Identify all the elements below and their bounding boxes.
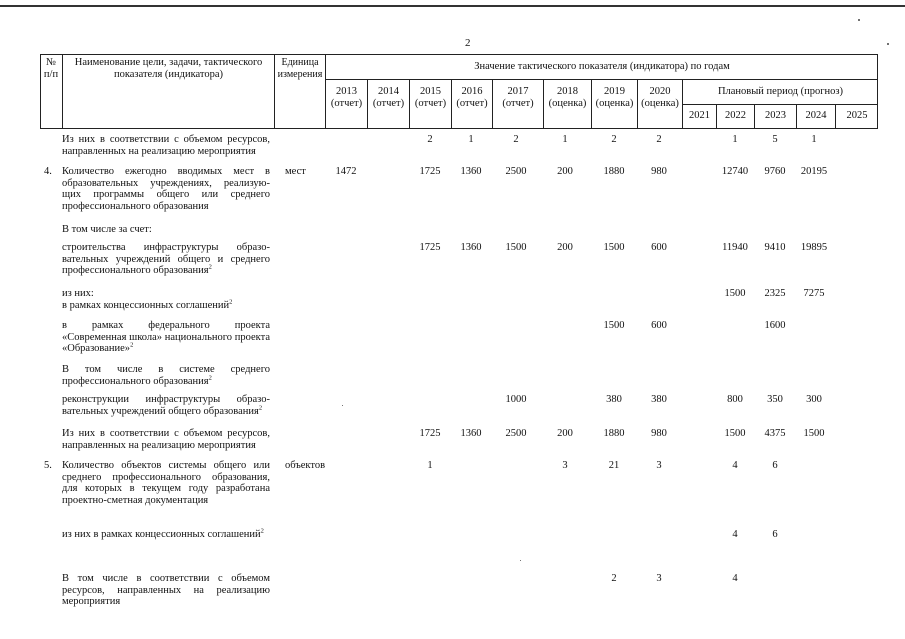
header-year: 2019 (оценка) — [595, 86, 634, 109]
value-cell: 1360 — [460, 166, 482, 177]
scan-speck — [342, 405, 343, 406]
value-cell: 6 — [772, 529, 778, 540]
row-number: 5. — [44, 460, 52, 471]
value-cell: 980 — [651, 428, 667, 439]
row-name-text: Из них в соответствии с объемом ресурсов, направленных на реализацию мероприятия — [62, 134, 270, 157]
value-cell: 1360 — [460, 428, 482, 439]
value-cell: 380 — [606, 394, 622, 405]
value-cell: 1725 — [419, 166, 441, 177]
footnote-marker: 2 — [130, 341, 134, 349]
header-unit: Единица измерения — [277, 57, 323, 80]
row-name-text: В том числе в системе среднего профессионального образования — [62, 364, 270, 387]
footnote-marker: 2 — [208, 374, 212, 382]
value-cell: 4 — [732, 573, 738, 584]
value-cell: 1500 — [603, 242, 625, 253]
footnote-marker: 2 — [208, 263, 212, 271]
page-number: 2 — [465, 37, 471, 49]
value-cell: 5 — [772, 134, 778, 145]
row-indicator-name — [62, 529, 270, 541]
header-year: 2016 (отчет) — [456, 86, 488, 109]
value-cell: 1000 — [505, 394, 527, 405]
row-unit: мест — [285, 166, 306, 177]
value-cell: 4 — [732, 460, 738, 471]
value-cell: 380 — [651, 394, 667, 405]
row-indicator-name — [62, 242, 270, 277]
header-year: 2020 (оценка) — [641, 86, 679, 109]
value-cell: 4 — [732, 529, 738, 540]
value-cell: 200 — [557, 428, 573, 439]
footnote-marker: 2 — [258, 404, 263, 412]
row-name-text: Количество ежегодно вводимых мест в образовательных учреждениях, реализую-щих программы общего или среднего профессионального образования — [62, 166, 270, 212]
footnote-marker: 2 — [260, 527, 264, 535]
value-cell: 2 — [427, 134, 433, 145]
value-cell: 12740 — [721, 166, 749, 177]
value-cell: 4375 — [764, 428, 786, 439]
header-year: 2014 (отчет) — [372, 86, 405, 109]
header-plan-year: 2023 — [765, 110, 786, 121]
value-cell: 9760 — [764, 166, 786, 177]
value-cell: 600 — [651, 320, 667, 331]
value-cell: 3 — [562, 460, 568, 471]
value-cell: 9410 — [764, 242, 786, 253]
row-name-text: В том числе за счет: — [62, 224, 152, 235]
row-name-text: строительства инфраструктуры образо-вательных учреждений общего и среднего профессионального образования — [62, 242, 270, 277]
value-cell: 1 — [811, 134, 817, 145]
row-name-text: из них в рамках концессионных соглашений — [62, 529, 261, 540]
row-indicator-name — [62, 134, 270, 157]
value-cell: 350 — [767, 394, 783, 405]
value-cell: 600 — [651, 242, 667, 253]
row-name-text: Количество объектов системы общего или среднего профессионального образования, для которых в текущем году разработана проектно-сметная документация — [62, 460, 270, 506]
row-number: 4. — [44, 166, 52, 177]
row-name-text: Из них в соответствии с объемом ресурсов, направленных на реализацию мероприятия — [62, 428, 270, 451]
row-indicator-name — [62, 364, 270, 387]
row-name-text: из них: в рамках концессионных соглашений — [62, 288, 230, 311]
row-indicator-name — [62, 166, 270, 212]
value-cell: 2 — [513, 134, 519, 145]
value-cell: 1472 — [335, 166, 357, 177]
row-indicator-name — [62, 573, 270, 608]
value-cell: 6 — [772, 460, 778, 471]
header-year: 2017 (отчет) — [502, 86, 534, 109]
scan-speck — [858, 19, 860, 21]
row-unit: объектов — [285, 460, 326, 471]
value-cell: 1600 — [764, 320, 786, 331]
value-cell: 1500 — [803, 428, 825, 439]
value-cell: 7275 — [803, 288, 825, 299]
value-cell: 800 — [727, 394, 743, 405]
value-cell: 2500 — [505, 428, 527, 439]
value-cell: 19895 — [800, 242, 828, 253]
scan-speck — [887, 43, 889, 45]
row-name-text: реконструкции инфраструктуры образо-вательных учреждений общего образования — [62, 394, 270, 417]
row-indicator-name — [62, 320, 270, 355]
value-cell: 300 — [806, 394, 822, 405]
value-cell: 1500 — [724, 428, 746, 439]
header-year: 2015 (отчет) — [414, 86, 447, 109]
footnote-marker: 2 — [229, 298, 233, 306]
value-cell: 1 — [732, 134, 738, 145]
header-year: 2013 (отчет) — [330, 86, 363, 109]
top-border-line — [0, 5, 905, 7]
header-year: 2018 (оценка) — [548, 86, 587, 109]
value-cell: 980 — [651, 166, 667, 177]
value-cell: 2500 — [505, 166, 527, 177]
header-plan-year: 2025 — [846, 110, 868, 121]
value-cell: 3 — [656, 460, 662, 471]
value-cell: 1500 — [603, 320, 625, 331]
value-cell: 3 — [656, 573, 662, 584]
value-cell: 200 — [557, 166, 573, 177]
value-cell: 1880 — [603, 428, 625, 439]
value-cell: 1500 — [724, 288, 746, 299]
header-plan-group: Плановый период (прогноз) — [717, 86, 844, 97]
header-value-group: Значение тактического показателя (индикатора) по годам — [474, 61, 730, 72]
value-cell: 1880 — [603, 166, 625, 177]
row-indicator-name — [62, 460, 270, 506]
value-cell: 1360 — [460, 242, 482, 253]
value-cell: 11940 — [722, 242, 748, 253]
value-cell: 2 — [656, 134, 662, 145]
value-cell: 2 — [611, 134, 617, 145]
header-plan-year: 2022 — [725, 110, 746, 121]
value-cell: 2 — [611, 573, 617, 584]
header-plan-year: 2024 — [805, 110, 827, 121]
row-name-text: В том числе в соответствии с объемом ресурсов, направленных на реализацию мероприятия — [62, 573, 270, 608]
value-cell: 1725 — [419, 428, 441, 439]
value-cell: 1 — [427, 460, 433, 471]
row-indicator-name — [62, 428, 270, 451]
value-cell: 20195 — [800, 166, 828, 177]
scan-speck — [520, 560, 521, 561]
value-cell: 200 — [557, 242, 573, 253]
header-plan-year: 2021 — [689, 110, 710, 121]
value-cell: 1 — [562, 134, 568, 145]
value-cell: 2325 — [764, 288, 786, 299]
value-cell: 1725 — [419, 242, 441, 253]
value-cell: 1500 — [505, 242, 527, 253]
header-name: Наименование цели, задачи, тактического показателя (индикатора) — [74, 57, 263, 80]
row-indicator-name — [62, 224, 270, 236]
row-indicator-name — [62, 394, 270, 417]
row-indicator-name — [62, 288, 270, 311]
value-cell: 1 — [468, 134, 474, 145]
header-num: № п/п — [43, 57, 59, 80]
row-name-text: в рамках федерального проекта «Современная школа» национального проекта «Образование» — [62, 320, 270, 355]
value-cell: 21 — [608, 460, 620, 471]
